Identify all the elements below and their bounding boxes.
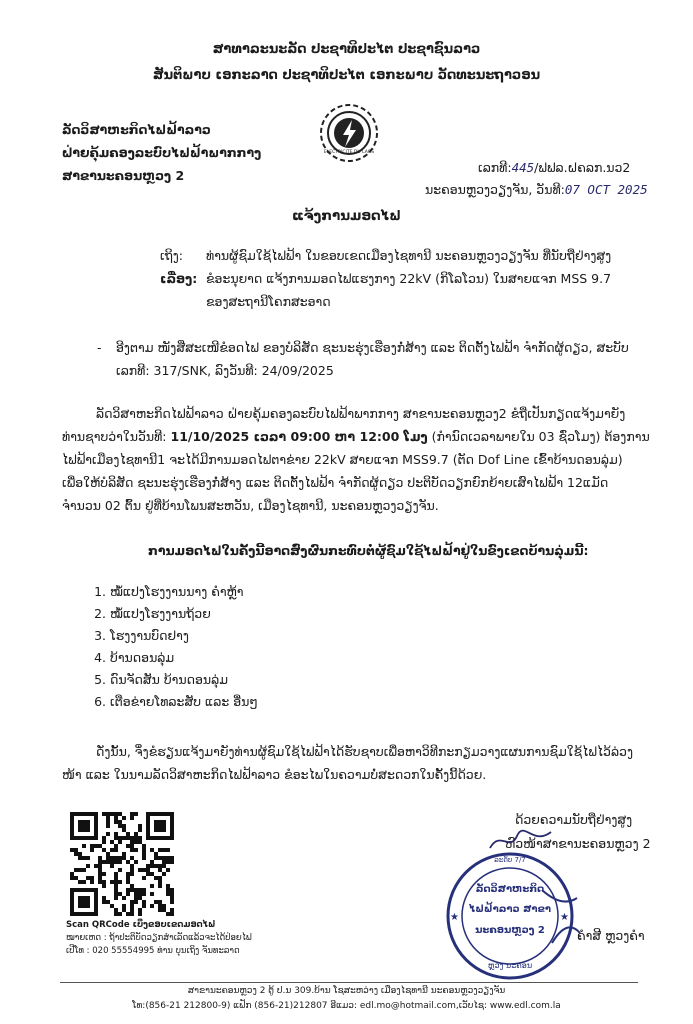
reference-number: ເລກທີ:445/ຟຟລ.ຝຄລກ.ນວ2 — [478, 160, 631, 175]
closing-line-1: ດັ່ງນັ້ນ, ຈຶ່ງຂໍຮຽນແຈ້ງມາຍັງທ່ານຜູ້ຊົມໃຊ້ໄຟຟ້າໄດ້ຮັບຊາບເພື່ອຫາວິທີກະກຽມວາງແຜນການຊົມໃຊ້ໄຟໄວ້ລ່ວງ — [96, 744, 633, 759]
svg-text:★: ★ — [450, 912, 459, 923]
paragraph-line-5: ຈຳນວນ 02 ຕົ້ນ ຢູ່ທີ່ບ້ານໂພນສະຫວັນ, ເມືອງໄຊທານີ, ນະຄອນຫຼວງວຽງຈັນ. — [62, 498, 439, 513]
list-item: 1. ໝໍ້ແປງໂຮງງານນາງ ຄຳຫຼ້າ — [110, 584, 258, 606]
signature-scribble — [485, 826, 555, 860]
stamp-center-1: ລັດວິສາຫະກິດ — [475, 884, 545, 895]
paragraph-line-3: ໄຟຟ້າເມືອງໄຊທານີ1 ຈະໄດ້ມີການມອດໄຟຕາຂ່າຍ 22kV ສາຍແຈກ MSS9.7 (ຕັດ Dof Line ເຂົ້າບ້ານດອນລຸ່ມ) — [62, 452, 623, 467]
subject-line-2: ຂອງສະຖານີໂຄກສະອາດ — [206, 294, 331, 309]
footer-divider — [60, 982, 638, 983]
reference-line-2: ເລກທີ: 317/SNK, ລົງວັນທີ: 24/09/2025 — [116, 363, 334, 378]
list-item: 5. ດົນຈັດສັນ ບ້ານດອນລຸ່ມ — [110, 672, 258, 694]
to-text: ທ່ານຜູ້ຊົມໃຊ້ໄຟຟ້າ ໃນຂອບເຂດເມືອງໄຊທານີ ນະຄອນຫຼວງວຽງຈັນ ທີ່ນັບຖືຢ່າງສູງ — [206, 248, 612, 263]
list-item: 3. ໂຮງງານບົດຢາງ — [110, 628, 258, 650]
subject-label: ເລື່ອງ: — [160, 271, 198, 286]
to-label: ເຖິງ: — [160, 248, 183, 263]
qr-contact: ເປີໂທ : 020 55554995 ທ່ານ ບຸນເຖິງ ຈັນທະລາດ — [66, 946, 240, 956]
list-item: 2. ໝໍ້ແປງໂຮງງານຖ້ວຍ — [110, 606, 258, 628]
svg-text:★: ★ — [560, 912, 569, 923]
list-item: 6. ເຕືອຂ່າຍໂທລະສັບ ແລະ ອື່ນໆ — [110, 694, 258, 716]
subject-line-1: ຂໍອະນຸຍາດ ແຈ້ງການມອດໄຟແຮງກາງ 22kV (ກິໂລໂວນ) ໃນສາຍແຈກ MSS 9.7 — [206, 271, 612, 286]
list-item: 4. ບ້ານດອນລຸ່ມ — [110, 650, 258, 672]
stamp-center-2: ໄຟຟ້າລາວ ສາຂາ — [468, 904, 552, 915]
qr-code[interactable] — [70, 812, 174, 916]
paragraph-line-1: ລັດວິສາຫະກິດໄຟຟ້າລາວ ຝ່າຍຄຸ້ມຄອງລະບົບໄຟຟ້າພາກກາງ ສາຂານະຄອນຫຼວງ2 ຂໍຖືເປັນກຽດແຈ້ງມາຍັງ — [96, 406, 626, 421]
org-line-2: ຝ່າຍຄຸ້ມຄອງລະບົບໄຟຟ້າພາກກາງ — [62, 145, 262, 160]
qr-caption: Scan QRCode ເບິ່ງຂອບເຂດມອດໄຟ — [66, 920, 216, 930]
org-line-1: ລັດວິສາຫະກິດໄຟຟ້າລາວ — [62, 122, 211, 137]
signer-name: ຄຳສີ ຫຼວງຄຳ — [577, 928, 645, 943]
official-stamp — [442, 848, 582, 983]
document-title: ແຈ້ງການມອດໄຟ — [292, 208, 401, 224]
reference-line-1: ອີງຕາມ ໜັງສືສະເໜີຂໍອດໄຟ ຂອງບໍລິສັດ ຊະນະຮຸ່ງເຮືອງກໍ່ສ້າງ ແລະ ຕິດຕັ້ງໄຟຟ້າ ຈຳກັດຜູ້ດຽວ, ສະບັບ — [116, 340, 629, 355]
reference-bullet: - — [97, 340, 102, 355]
affected-list — [88, 584, 258, 716]
footer-address: ສາຂານະຄອນຫຼວງ 2 ຕູ້ ປ.ນ 309.ບ້ານ ໂຊສະຫວ່າງ ເມືອງໄຊທານີ ນະຄອນຫຼວງວຽງຈັນ — [187, 986, 506, 996]
stamp-ring-top: ລະດັບ 7/7 — [494, 856, 526, 864]
affected-heading: ການມອດໄຟໃນຄັ້ງນີ້ອາດສົ່ງຜົນກະທົບຕໍ່ຜູ້ຊົມໃຊ້ໄຟຟ້າຢູ່ໃນຂົງເຂດບ້ານລຸ່ມນີ້: — [148, 543, 589, 558]
outage-datetime: 11/10/2025 ເວລາ 09:00 ຫາ 12:00 ໂມງ — [170, 429, 428, 444]
paragraph-line-4: ເພື່ອໃຫ້ບໍລິສັດ ຊະນະຮຸ່ງເຮືອງກໍ່ສ້າງ ແລະ ຕິດຕັ້ງໄຟຟ້າ ຈຳກັດຜູ້ດຽວ ປະຕິບັດວຽກຍົກຍ້າຍເສົາໄຟຟ້າ 12ແມັດ — [62, 475, 609, 490]
header-line-2: ສັນຕິພາບ ເອກະລາດ ປະຊາທິປະໄຕ ເອກະພາບ ວັດທະນະຖາວອນ — [152, 68, 541, 83]
header-line-1: ສາທາລະນະລັດ ປະຊາທິປະໄຕ ປະຊາຊົນລາວ — [212, 42, 481, 57]
place-and-date: ນະຄອນຫຼວງວຽງຈັນ, ວັນທີ:07 OCT 2025 — [425, 182, 648, 197]
logo-text: ELECTRICITE DU LAOS — [323, 150, 375, 155]
qr-note: ໝາຍເຫດ : ຖ້າປະຕິບັດວຽກສຳເລັດແລ້ວຈະໄດ້ປ່ອຍໄຟ — [66, 933, 252, 943]
stamp-ring-bottom: ຫຼວງ ນະຄອນ — [487, 961, 533, 970]
footer-contacts: ໂທ:(856-21 212800-9) ແຟັກ (856-21)212807 ອີແມວ: edl.mo@hotmail.com,ເວັບໄຊ: www.edl.com.la — [132, 1001, 561, 1011]
stamp-center-3: ນະຄອນຫຼວງ 2 — [475, 925, 545, 936]
respect-line: ດ້ວຍຄວາມນັບຖືຢ່າງສູງ — [515, 812, 633, 827]
signer-position: ຫົວໜ້າສາຂານະຄອນຫຼວງ 2 — [505, 836, 651, 851]
edl-logo — [318, 102, 380, 164]
closing-line-2: ໜ້າ ແລະ ໃນນາມລັດວິສາຫະກິດໄຟຟ້າລາວ ຂໍອະໄພໃນຄວາມບໍ່ສະດວກໃນຄັ້ງນີ້ດ້ວຍ. — [62, 767, 487, 782]
paragraph-line-2: ທ່ານຊາບວ່າໃນວັນທີ: 11/10/2025 ເວລາ 09:00 ຫາ 12:00 ໂມງ (ກຳນົດເວລາພາຍໃນ 03 ຊົ່ວໂມງ) ຕ້ອງການ — [62, 429, 650, 444]
org-line-3: ສາຂານະຄອນຫຼວງ 2 — [62, 168, 185, 183]
